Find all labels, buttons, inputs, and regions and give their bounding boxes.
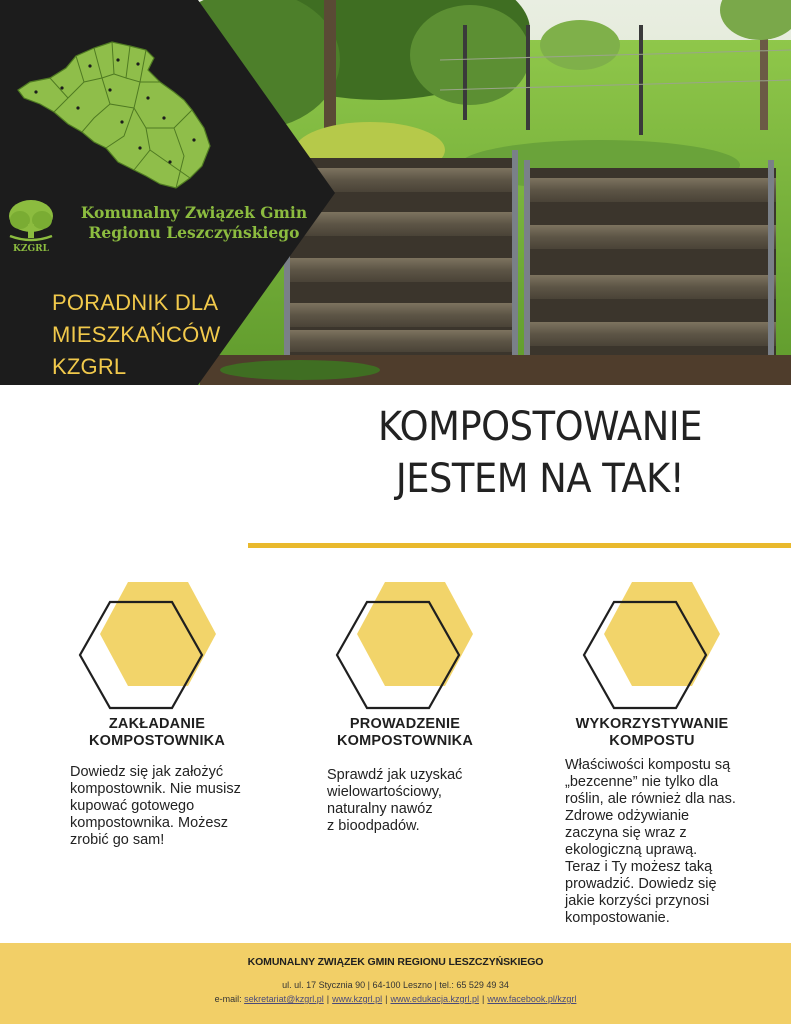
feature-text-line: naturalny nawóz bbox=[327, 801, 433, 817]
feature-text-line: kompostownik. Nie musisz bbox=[70, 781, 241, 797]
guide-title-line: KZGRL bbox=[52, 354, 127, 379]
feature-text-line: Teraz i Ty możesz taką bbox=[565, 859, 713, 875]
hero-banner bbox=[0, 0, 791, 385]
tree-logo-icon bbox=[2, 196, 60, 256]
website-link[interactable]: www.kzgrl.pl bbox=[332, 994, 383, 1004]
region-map-icon bbox=[14, 38, 214, 198]
feature-text-line: wielowartościowy, bbox=[327, 784, 442, 800]
hexagon-icon bbox=[76, 580, 226, 710]
footer bbox=[0, 943, 791, 1024]
footer-contact: e-mail: sekretariat@kzgrl.pl | www.kzgrl.pl | www.edukacja.kzgrl.pl | www.facebook.pl/kzgrl bbox=[214, 994, 577, 1004]
feature-text-line: z bioodpadów. bbox=[327, 818, 420, 834]
feature-text-line: kompostownika. Możesz bbox=[70, 815, 228, 831]
feature-text-line: Sprawdź jak uzyskać bbox=[327, 767, 463, 783]
footer-address: ul. ul. 17 Stycznia 90 | 64-100 Leszno | tel.: 65 529 49 34 bbox=[282, 980, 509, 990]
feature-text-line: Zdrowe odżywianie bbox=[565, 808, 690, 824]
headline-divider bbox=[248, 543, 791, 548]
feature-text-line: Dowiedz się jak założyć bbox=[70, 764, 224, 780]
feature-text-line: roślin, ale również dla nas. bbox=[565, 791, 736, 807]
feature-text-line: zrobić go sam! bbox=[70, 832, 165, 848]
feature-text-usage bbox=[565, 757, 736, 927]
headline-line2: JESTEM NA TAK! bbox=[395, 456, 685, 502]
guide-title-line: PORADNIK DLA bbox=[52, 290, 219, 315]
feature-text-line: kupować gotowego bbox=[70, 798, 195, 814]
feature-title-line: PROWADZENIE bbox=[349, 716, 461, 732]
logo-text: KZGRL bbox=[13, 244, 49, 254]
guide-title-line: MIESZKAŃCÓW bbox=[52, 322, 221, 347]
feature-text-line: zaczyna się wraz z bbox=[565, 825, 687, 841]
feature-text-line: kompostowanie. bbox=[565, 910, 670, 926]
feature-title-setup bbox=[62, 716, 252, 750]
feature-title-line: KOMPOSTOWNIKA bbox=[336, 733, 474, 749]
feature-title-maintenance bbox=[310, 716, 500, 750]
education-website-link[interactable]: www.edukacja.kzgrl.pl bbox=[390, 994, 480, 1004]
email-label: e-mail: bbox=[214, 994, 242, 1004]
org-name-line2: Regionu Leszczyńskiego bbox=[88, 223, 300, 242]
feature-title-line: WYKORZYSTYWANIE bbox=[575, 716, 729, 732]
feature-text-maintenance bbox=[327, 767, 462, 835]
feature-title-line: ZAKŁADANIE bbox=[108, 716, 206, 732]
feature-title-usage bbox=[557, 716, 747, 750]
headline-line1: KOMPOSTOWANIE bbox=[377, 404, 702, 450]
organization-name bbox=[64, 203, 324, 243]
hexagon-icon bbox=[580, 580, 730, 710]
guide-title bbox=[52, 287, 282, 383]
feature-text-setup bbox=[70, 764, 241, 849]
feature-title-line: KOMPOSTOWNIKA bbox=[88, 733, 226, 749]
org-name-line1: Komunalny Związek Gmin bbox=[80, 203, 308, 222]
feature-text-line: Właściwości kompostu są bbox=[565, 757, 731, 773]
facebook-link[interactable]: www.facebook.pl/kzgrl bbox=[487, 994, 577, 1004]
hexagon-icon bbox=[333, 580, 483, 710]
feature-text-line: „bezcenne” nie tylko dla bbox=[565, 774, 719, 790]
feature-title-line: KOMPOSTU bbox=[609, 733, 695, 749]
feature-text-line: ekologiczną uprawą. bbox=[565, 842, 698, 858]
footer-organization: KOMUNALNY ZWIĄZEK GMIN REGIONU LESZCZYŃSKIEGO bbox=[247, 956, 544, 968]
page-headline bbox=[319, 401, 761, 505]
email-link[interactable]: sekretariat@kzgrl.pl bbox=[244, 994, 324, 1004]
feature-text-line: jakie korzyści przynosi bbox=[565, 893, 710, 909]
feature-text-line: prowadzić. Dowiedz się bbox=[565, 876, 717, 892]
